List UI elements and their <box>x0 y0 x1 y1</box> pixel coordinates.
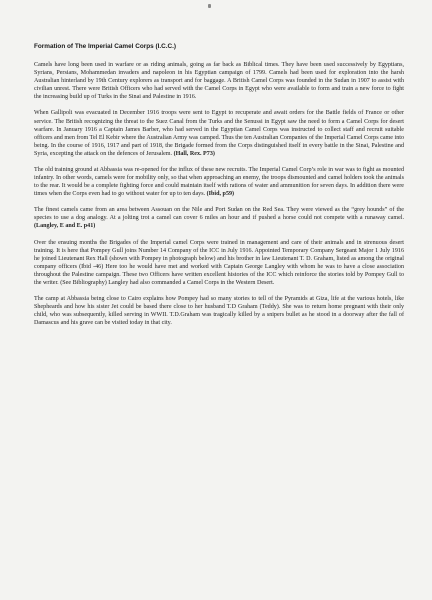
paragraph-abbassia-training <box>34 166 404 198</box>
document-title: Formation of The Imperial Camel Corps (I.C.C.) <box>34 43 177 50</box>
paragraph-camel-history <box>34 61 404 101</box>
scan-mark <box>208 4 211 8</box>
paragraph-camp-cairo <box>34 295 404 327</box>
paragraph-text: When Gallipoli was evacuated in December 1916 troops were sent to Egypt to recuperate and await orders for the Battle fields of France or other service. The British recognizing the threat to the Suez Canal from the Turks and the Senussi in Egypt saw the need to form a Camel Corps for desert warfare. In January 1916 a Captain James Barber, who had served in the Egyptian Camel Corps was instructed to collect staff and recruit suitable officers and men from Tel El Kebir where the Australian Army was camped. Thus the ten Australian Companies of the Imperial Camel Corps came into being. In the course of 1916, 1917 and part of 1918, the Brigade formed from the Corps distinguished itself in every battle in the Sinai, Palestine and Syria, excepting the attack on the defences of Jerusalem. <box>34 110 404 157</box>
citation: (Ibid, p59) <box>205 191 235 198</box>
paragraph-brigade-training <box>34 239 404 287</box>
paragraph-text: Camels have long been used in warfare or as riding animals, going as far back as Biblical times. They have been used successively by Egyptians, Syrians, Persians, Mohammedan invaders and napoleon in his Egyptian campaign of 1799. Camels had been used for exploration into the harsh Australian hinterland by 19th Century explorers as transport and for baggage. A British Camel Corps was founded in the Sudan in 1907 to assist with civilian unrest. There were British Officers who had served with the Camel Corps in Egypt who were available to form and train a new force to fight the increasing build up of Turks in the Sinai and Palestine in 1916. <box>34 62 404 101</box>
paragraph-text: The finest camels came from an area between Assouan on the Nile and Port Sudan on the Red Sea. They were viewed as the “grey hounds” of the species to use a dog analogy. At a jolting trot a camel can cover 6 miles an hour and if pushed a horse could not compete with a runaway camel. <box>34 207 404 222</box>
paragraph-text: Over the ensuing months the Brigades of the Imperial camel Corps were trained in management and care of their animals and in strenuous desert training. It is here that Pompey Gull joins Number 14 Company of the ICC in July 1916. Appointed Temporary Company Sergeant Major 1 July 1916 he joined Lieutenant Rex Hall (shown with Pompey in photograph below) and his brother in law Lieutenant T. D. Graham, listed as among the original company officers (Ibid -46) Here too he would have met and worked with Captain George Langley with whom he was to have a close association throughout the Palestine campaign. These two Officers have written excellent histories of the ICC which reinforce the stories told by Pompey Gull to the writer. (See Bibliography) Langley had also commanded a Camel Corps in the Western Desert. <box>34 239 404 286</box>
paragraph-finest-camels <box>34 206 404 230</box>
paragraph-text: The old training ground at Abbassia was re-opened for the influx of these new recruits. The Imperial Camel Corp’s role in war was to fight as mounted infantry. In other words, camels were for mobility only, so that when approaching an enemy, the troops dismounted and camel holders took the animals to the rear. It would be a complete fighting force and could maintain itself with rations of water and ammunition for seven days. In addition there were times when the Corps even had to go without water for up to ten days. <box>34 166 404 198</box>
document-body <box>34 43 404 335</box>
citation: (Hall, Rex. P73) <box>172 150 215 157</box>
paragraph-gallipoli <box>34 109 404 157</box>
paragraph-text: The camp at Abbassia being close to Cairo explains how Pompey had so many stories to tell of the Pyramids at Giza, life at the various hotels, like Shepheards and how his sister Jet could be based there close to her husband T.D Graham (Teddy). She was to return home pregnant with their only child, who was subsequently, killed serving in WWII. T.D.Graham was tragically killed by a snipers bullet as he stood in a doorway after the fall of Damascus and his grave can be visited today in that city. <box>34 296 404 327</box>
citation: (Langley, E and E. p41) <box>34 223 96 230</box>
